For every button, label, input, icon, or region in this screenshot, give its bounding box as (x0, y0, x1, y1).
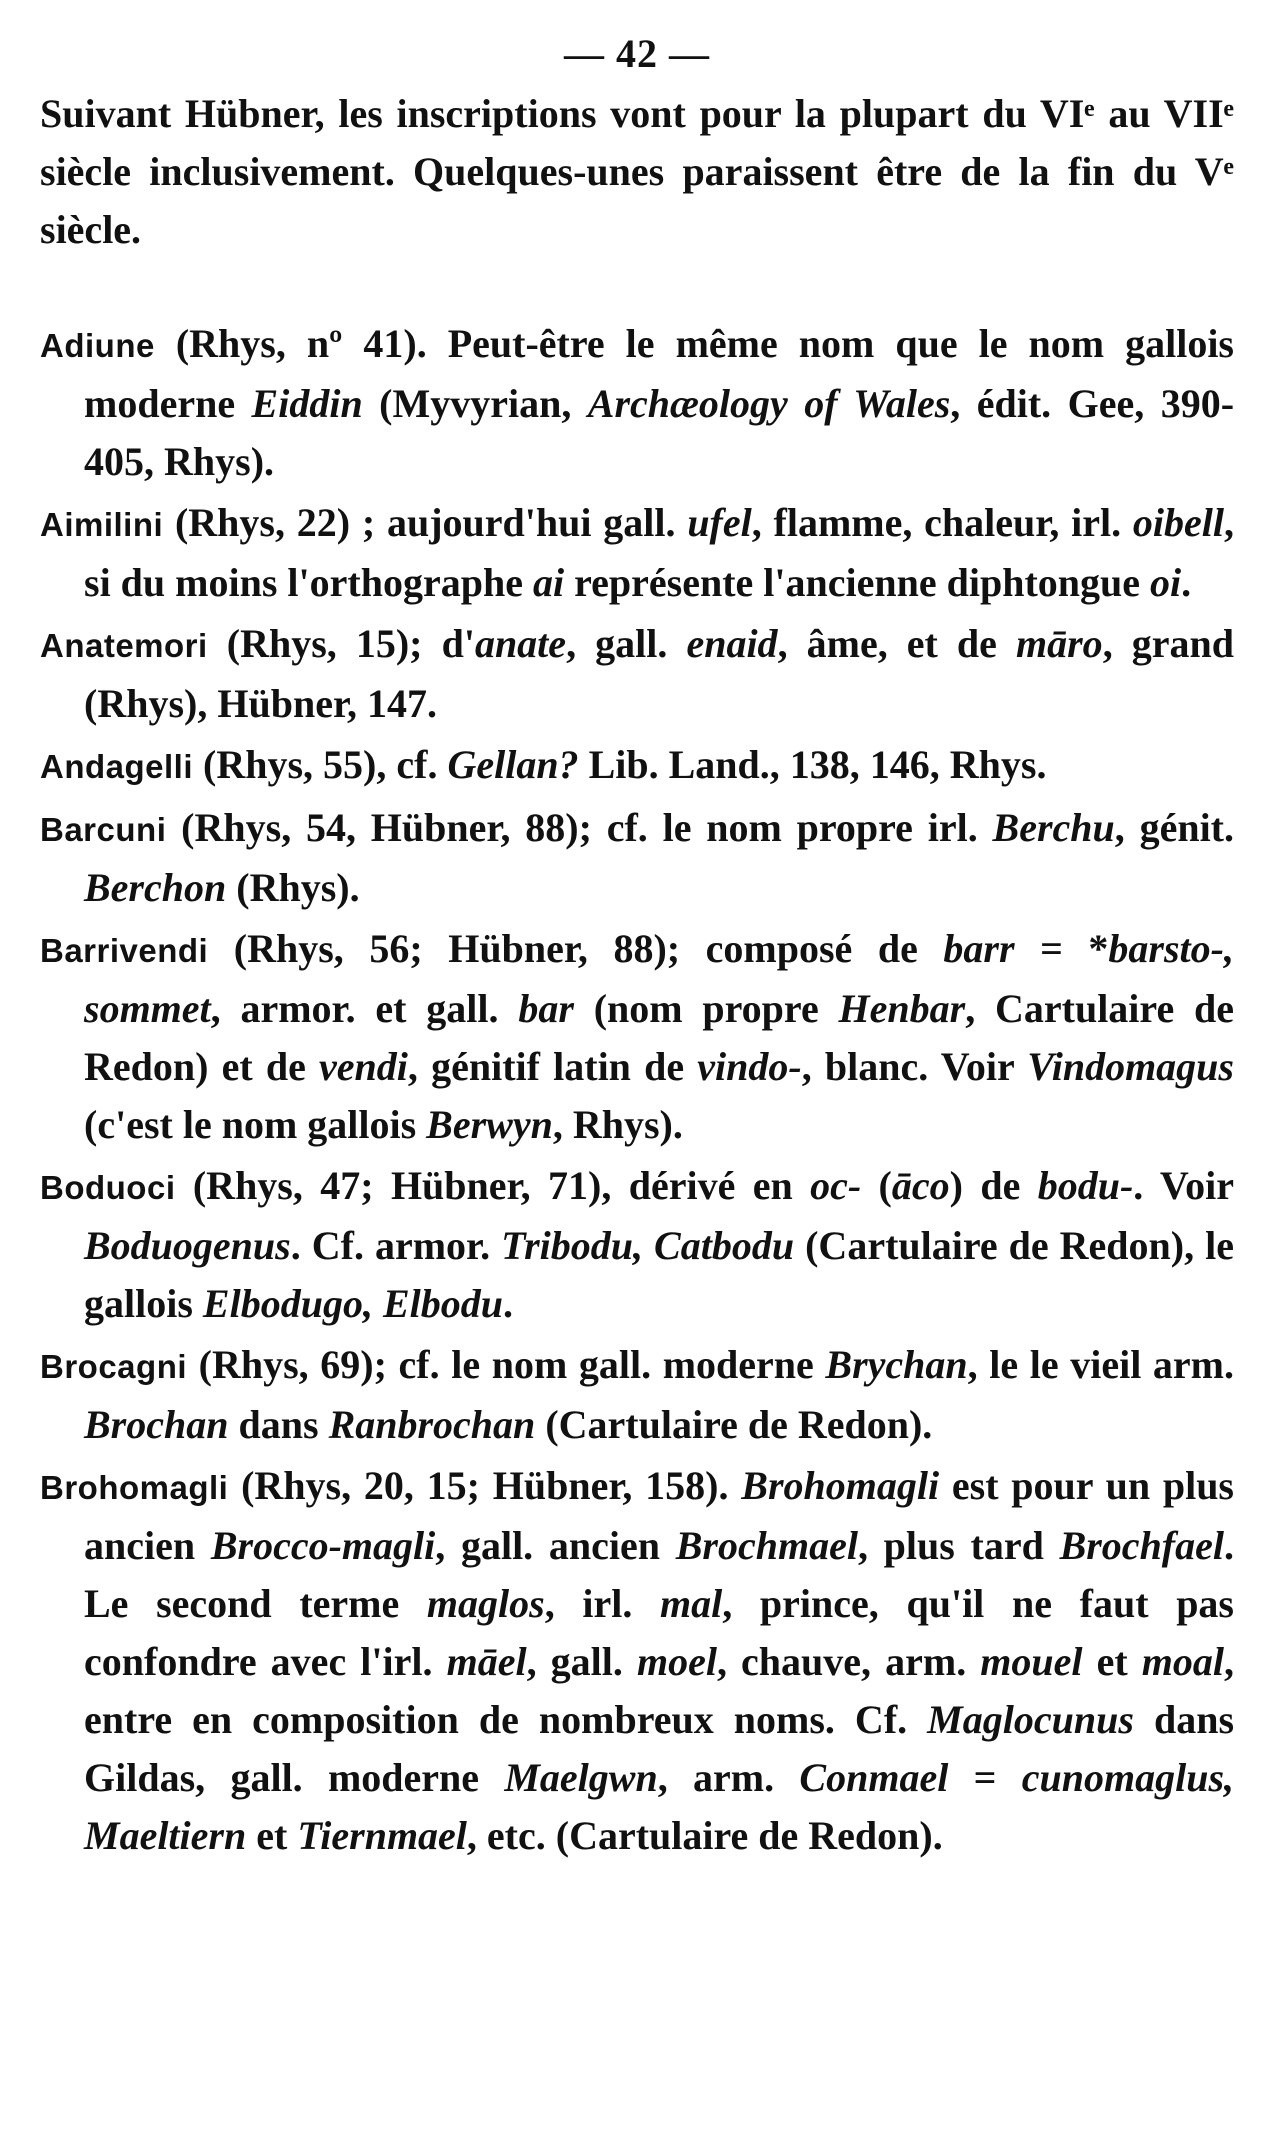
entry-text: , gall. ancien (435, 1523, 676, 1568)
entry-text: , arm. (657, 1755, 800, 1800)
entry-text: (Rhys, 47; Hübner, 71), dérivé en (175, 1163, 811, 1208)
entry-italic-text: Elbodugo, Elbodu (202, 1281, 503, 1326)
entry-italic-text: mal (660, 1581, 723, 1626)
entry-text: , génitif latin de (407, 1044, 698, 1089)
entry-italic-text: Vindomagus (1027, 1044, 1234, 1089)
entry-italic-text: Brochmael (675, 1523, 858, 1568)
entry-italic-text: moal (1141, 1639, 1225, 1684)
entry-italic-text: Archæology of Wales (587, 381, 951, 426)
entry-text: , gall. (566, 621, 687, 666)
entry-text: est pour un plus ancien (84, 1463, 1235, 1568)
entry-italic-text: Maglocunus (927, 1697, 1134, 1742)
entry-italic-text: Maelgwn (504, 1755, 658, 1800)
glossary-entry (40, 1336, 1234, 1454)
entry-text: , plus tard (857, 1523, 1060, 1568)
entry-italic-text: Brochan (84, 1402, 229, 1447)
entry-headword: Brocagni (40, 1348, 188, 1385)
page-number: — 42 — (564, 31, 710, 76)
entry-text: (Rhys, 69); cf. le nom gall. moderne (187, 1342, 826, 1387)
entry-text: dans Gildas, gall. moderne (84, 1697, 1235, 1800)
entry-text: (Myvyrian, (362, 381, 588, 426)
entry-text: dans (228, 1402, 329, 1447)
glossary-entry (40, 799, 1234, 917)
entry-italic-text: bar (518, 986, 574, 1031)
glossary-entry (40, 736, 1234, 796)
entry-italic-text: Eiddin (251, 381, 363, 426)
entry-italic-text: oi (1150, 560, 1182, 605)
entry-headword: Barrivendi (40, 932, 209, 969)
entry-text: ( (861, 1163, 892, 1208)
entry-italic-text: Brocco-magli (210, 1523, 436, 1568)
entry-italic-text: oibell (1132, 500, 1224, 545)
entry-italic-text: Henbar (838, 986, 966, 1031)
glossary-entries (40, 315, 1234, 1865)
entry-text: (Rhys, 22) ; aujourd'hui gall. (163, 500, 688, 545)
entry-text: , prince, qu'il ne faut pas confondre avec l'irl. (84, 1581, 1235, 1684)
entry-italic-text: oc- (810, 1163, 862, 1208)
entry-italic-text: bodu- (1037, 1163, 1134, 1208)
entry-text: (nom propre (573, 986, 839, 1031)
entry-italic-text: māel (446, 1639, 527, 1684)
entry-italic-text: enaid (686, 621, 778, 666)
entry-text: , etc. (Cartulaire de Redon). (466, 1813, 943, 1858)
intro-paragraph: Suivant Hübner, les inscriptions vont pour la plupart du VIᵉ au VIIᵉ siècle inclusivement. Quelques-unes paraissent être de la fin du Vᵉ siècle. (40, 91, 1234, 252)
entry-headword: Andagelli (40, 748, 194, 785)
glossary-entry (40, 920, 1234, 1154)
entry-italic-text: Berchu (992, 805, 1115, 850)
entry-headword: Aimilini (40, 506, 164, 543)
entry-italic-text: Brohomagli (741, 1463, 940, 1508)
entry-text: représente l'ancienne diphtongue (564, 560, 1151, 605)
entry-italic-text: Conmael (799, 1755, 949, 1800)
glossary-entry (40, 494, 1234, 612)
entry-text: , Cartulaire de Redon) et de (84, 986, 1234, 1089)
entry-italic-text: maglos (426, 1581, 545, 1626)
entry-text: (Rhys). (226, 865, 360, 910)
entry-text: (Rhys, 55), cf. (193, 742, 448, 787)
entry-text: (Rhys, 15); d' (207, 621, 475, 666)
entry-text: . Le second terme (84, 1523, 1234, 1626)
entry-italic-text: mouel (980, 1639, 1083, 1684)
entry-text: (Rhys, 54, Hübner, 88); cf. le nom propre irl. (166, 805, 993, 850)
entry-text: , le le vieil arm. (967, 1342, 1235, 1387)
entry-italic-text: vendi (319, 1044, 408, 1089)
entry-headword: Boduoci (40, 1169, 176, 1206)
entry-italic-text: barr (943, 926, 1015, 971)
entry-text: , Rhys). (552, 1102, 683, 1147)
entry-italic-text: Gellan? (447, 742, 579, 787)
entry-text: , irl. (544, 1581, 661, 1626)
entry-text: (Cartulaire de Redon), le gallois (84, 1223, 1234, 1326)
entry-text: . (1181, 560, 1192, 605)
entry-italic-text: āco (891, 1163, 950, 1208)
entry-text: , âme, et de (777, 621, 1016, 666)
glossary-entry (40, 1457, 1234, 1865)
entry-italic-text: barsto-, sommet (84, 926, 1234, 1031)
entry-headword: Anatemori (40, 627, 208, 664)
entry-italic-text: Boduogenus (84, 1223, 291, 1268)
entry-italic-text: vindo- (697, 1044, 802, 1089)
entry-text: , blanc. Voir (801, 1044, 1028, 1089)
entry-text: (Rhys, 20, 15; Hübner, 158). (228, 1463, 742, 1508)
entry-text: , grand (Rhys), Hübner, 147. (84, 621, 1235, 726)
entry-text: , gall. (526, 1639, 637, 1684)
entry-text: , entre en composition de nombreux noms. Cf. (84, 1639, 1235, 1742)
entry-italic-text: anate (474, 621, 567, 666)
entry-text: (Cartulaire de Redon). (535, 1402, 933, 1447)
entry-italic-text: moel (636, 1639, 717, 1684)
entry-text: (c'est le nom gallois (84, 1102, 427, 1147)
entry-italic-text: ai (532, 560, 565, 605)
entry-italic-text: Berchon (84, 865, 227, 910)
entry-text: (Rhys, 56; Hübner, 88); composé de (208, 926, 944, 971)
glossary-entry (40, 615, 1234, 733)
entry-text: . Voir (1133, 1163, 1235, 1208)
entry-text: , chauve, arm. (716, 1639, 981, 1684)
entry-italic-text: Tiernmael (297, 1813, 467, 1858)
entry-italic-text: ufel (687, 500, 752, 545)
entry-text: = * (1014, 926, 1109, 971)
entry-text: . (502, 1281, 513, 1326)
entry-text: = (948, 1755, 1022, 1800)
entry-italic-text: māro (1016, 621, 1103, 666)
entry-text: et (246, 1813, 298, 1858)
entry-text: , édit. Gee, 390-405, Rhys). (84, 381, 1235, 484)
entry-text: , flamme, chaleur, irl. (751, 500, 1133, 545)
entry-italic-text: Brochfael (1059, 1523, 1224, 1568)
entry-text: , si du moins l'orthographe (84, 500, 1234, 605)
entry-text: , armor. et gall. (210, 986, 519, 1031)
entry-headword: Barcuni (40, 811, 167, 848)
entry-text: (Rhys, nº 41). Peut-être le même nom que le nom gallois moderne (84, 321, 1234, 426)
entry-italic-text: Berwyn (426, 1102, 553, 1147)
entry-text: ) de (949, 1163, 1038, 1208)
glossary-entry (40, 315, 1234, 491)
entry-italic-text: Tribodu, Catbodu (501, 1223, 795, 1268)
entry-headword: Adiune (40, 327, 155, 364)
entry-italic-text: Ranbrochan (328, 1402, 536, 1447)
entry-italic-text: Brychan (825, 1342, 968, 1387)
entry-text: , génit. (1114, 805, 1234, 850)
entry-headword: Brohomagli (40, 1469, 229, 1506)
entry-text: et (1082, 1639, 1142, 1684)
entry-italic-text: cunomaglus, Maeltiern (84, 1755, 1235, 1858)
glossary-entry (40, 1157, 1234, 1333)
entry-text: Lib. Land., 138, 146, Rhys. (578, 742, 1047, 787)
entry-text: . Cf. armor. (290, 1223, 502, 1268)
